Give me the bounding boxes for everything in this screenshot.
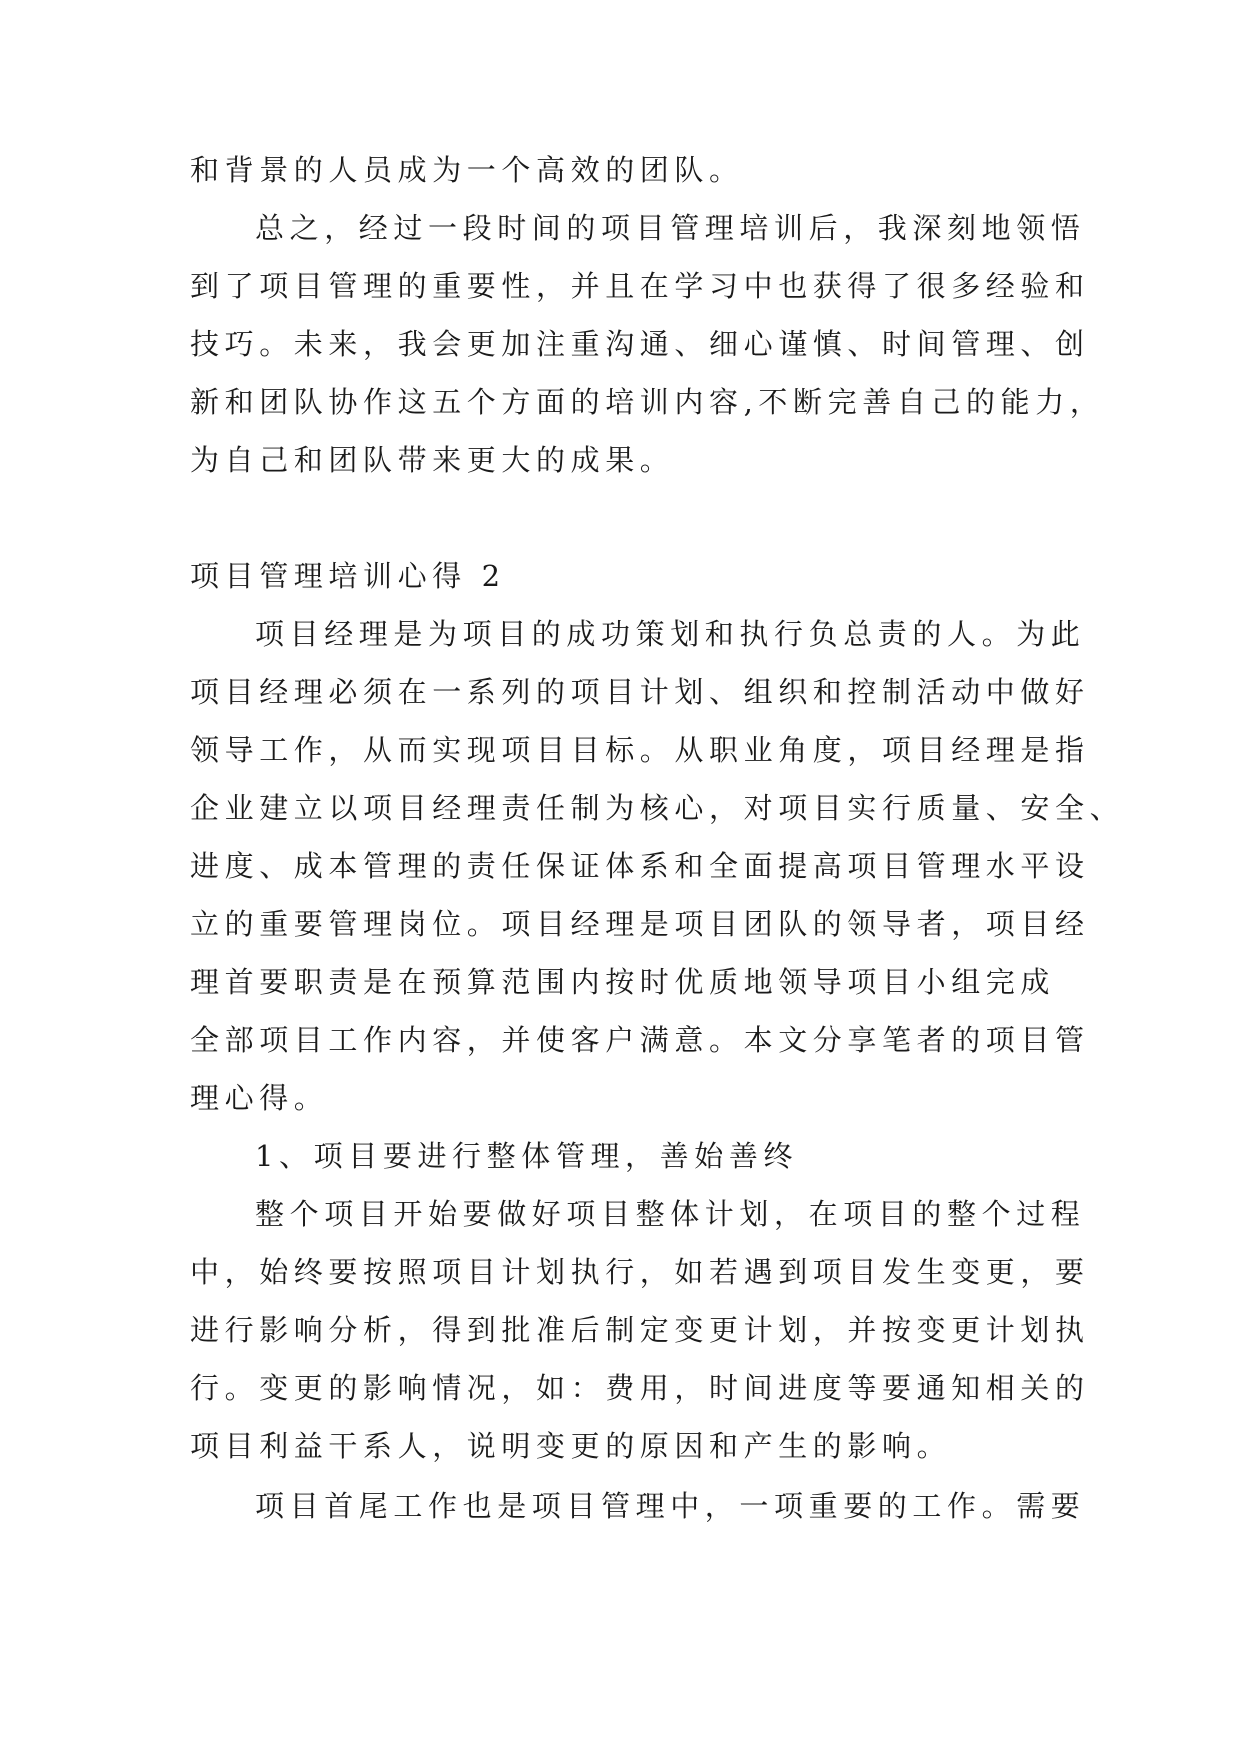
paragraph-line: 企业建立以项目经理责任制为核心，对项目实行质量、安全、 xyxy=(190,791,1125,825)
paragraph-line: 总之，经过一段时间的项目管理培训后，我深刻地领悟 xyxy=(255,211,1086,245)
paragraph-line: 理首要职责是在预算范围内按时优质地领导项目小组完成 xyxy=(190,965,1056,999)
paragraph-line: 到了项目管理的重要性，并且在学习中也获得了很多经验和 xyxy=(190,269,1090,303)
paragraph-line: 领导工作，从而实现项目目标。从职业角度，项目经理是指 xyxy=(190,733,1090,767)
paragraph-line: 项目首尾工作也是项目管理中，一项重要的工作。需要 xyxy=(255,1489,1086,1523)
paragraph-line: 进度、成本管理的责任保证体系和全面提高项目管理水平设 xyxy=(190,849,1090,883)
paragraph-line: 全部项目工作内容，并使客户满意。本文分享笔者的项目管 xyxy=(190,1023,1090,1057)
paragraph-line: 项目经理是为项目的成功策划和执行负总责的人。为此 xyxy=(255,617,1086,651)
paragraph-line: 项目利益干系人，说明变更的原因和产生的影响。 xyxy=(190,1429,952,1463)
paragraph-line: 中，始终要按照项目计划执行，如若遇到项目发生变更，要 xyxy=(190,1255,1090,1289)
paragraph-line: 新和团队协作这五个方面的培训内容,不断完善自己的能力， xyxy=(190,385,1105,419)
section-heading: 项目管理培训心得 2 xyxy=(190,559,506,593)
paragraph-line: 进行影响分析，得到批准后制定变更计划，并按变更计划执 xyxy=(190,1313,1090,1347)
paragraph-line: 立的重要管理岗位。项目经理是项目团队的领导者，项目经 xyxy=(190,907,1090,941)
paragraph-line: 理心得。 xyxy=(190,1081,329,1115)
subheading-line: 1、项目要进行整体管理，善始善终 xyxy=(255,1139,799,1173)
paragraph-line: 为自己和团队带来更大的成果。 xyxy=(190,443,675,477)
paragraph-line: 项目经理必须在一系列的项目计划、组织和控制活动中做好 xyxy=(190,675,1090,709)
paragraph-line: 整个项目开始要做好项目整体计划，在项目的整个过程 xyxy=(255,1197,1086,1231)
paragraph-line: 技巧。未来，我会更加注重沟通、细心谨慎、时间管理、创 xyxy=(190,327,1090,361)
paragraph-line: 和背景的人员成为一个高效的团队。 xyxy=(190,153,744,187)
paragraph-line: 行。变更的影响情况，如：费用，时间进度等要通知相关的 xyxy=(190,1371,1090,1405)
